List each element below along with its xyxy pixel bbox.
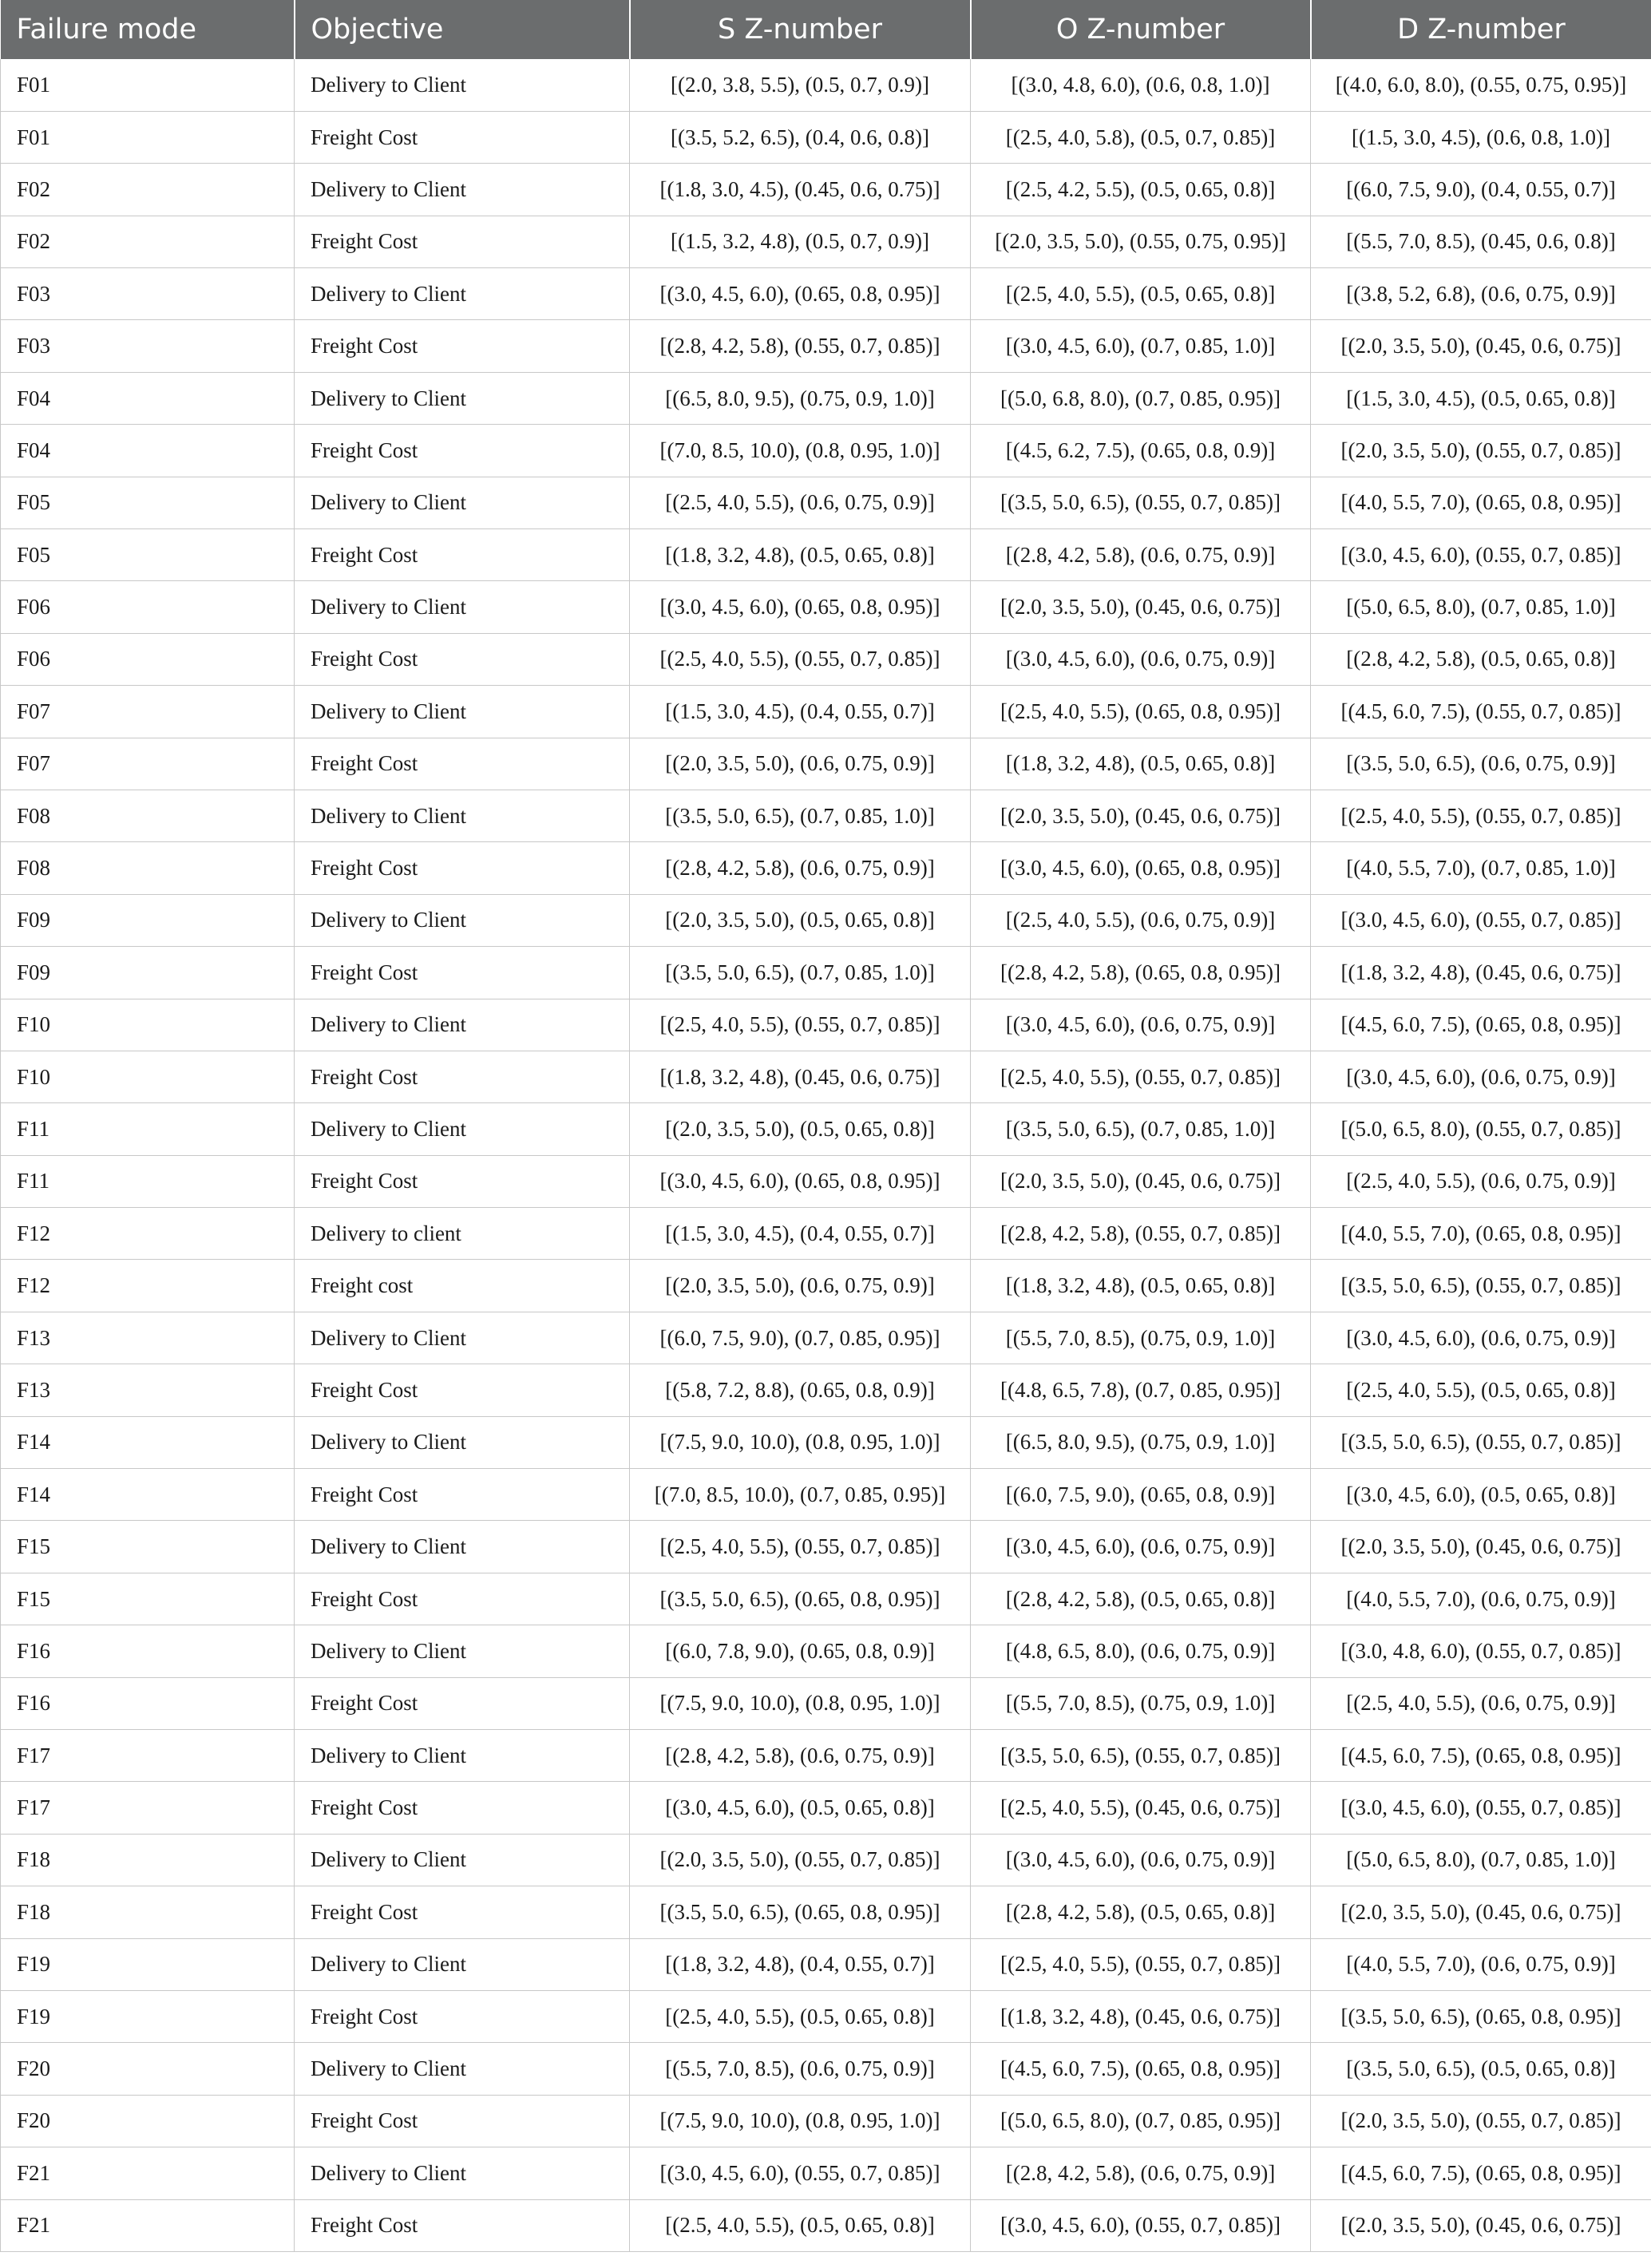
s-z-number-cell: [(2.5, 4.0, 5.5), (0.5, 0.65, 0.8)] — [630, 2199, 971, 2251]
table-row — [1, 1416, 1651, 1468]
table-row — [1, 1469, 1651, 1521]
failure-mode-cell: F18 — [1, 1886, 295, 1938]
failure-mode-cell: F12 — [1, 1260, 295, 1312]
objective-cell: Delivery to Client — [295, 790, 630, 841]
o-z-number-cell: [(4.5, 6.2, 7.5), (0.65, 0.8, 0.9)] — [971, 425, 1311, 477]
d-z-number-cell: [(4.0, 5.5, 7.0), (0.65, 0.8, 0.95)] — [1311, 1208, 1651, 1260]
s-z-number-cell: [(2.8, 4.2, 5.8), (0.6, 0.75, 0.9)] — [630, 842, 971, 894]
d-z-number-cell: [(4.0, 5.5, 7.0), (0.7, 0.85, 1.0)] — [1311, 842, 1651, 894]
failure-mode-cell: F06 — [1, 581, 295, 633]
table-row — [1, 1834, 1651, 1886]
failure-mode-cell: F02 — [1, 164, 295, 216]
s-z-number-cell: [(3.0, 4.5, 6.0), (0.65, 0.8, 0.95)] — [630, 1155, 971, 1207]
d-z-number-cell: [(4.5, 6.0, 7.5), (0.65, 0.8, 0.95)] — [1311, 1730, 1651, 1782]
o-z-number-cell: [(2.5, 4.2, 5.5), (0.5, 0.65, 0.8)] — [971, 164, 1311, 216]
failure-mode-cell: F19 — [1, 1938, 295, 1990]
d-z-number-cell: [(3.0, 4.5, 6.0), (0.55, 0.7, 0.85)] — [1311, 529, 1651, 581]
objective-cell: Freight Cost — [295, 2199, 630, 2251]
header-objective: Objective — [295, 0, 630, 59]
table-row — [1, 425, 1651, 477]
d-z-number-cell: [(3.0, 4.8, 6.0), (0.55, 0.7, 0.85)] — [1311, 1625, 1651, 1677]
table-row — [1, 268, 1651, 320]
o-z-number-cell: [(3.5, 5.0, 6.5), (0.7, 0.85, 1.0)] — [971, 1103, 1311, 1155]
table-row — [1, 1730, 1651, 1782]
o-z-number-cell: [(5.0, 6.5, 8.0), (0.7, 0.85, 0.95)] — [971, 2095, 1311, 2147]
s-z-number-cell: [(3.5, 5.0, 6.5), (0.7, 0.85, 1.0)] — [630, 947, 971, 999]
table-row — [1, 1364, 1651, 1416]
failure-mode-cell: F12 — [1, 1208, 295, 1260]
s-z-number-cell: [(2.0, 3.5, 5.0), (0.6, 0.75, 0.9)] — [630, 738, 971, 790]
d-z-number-cell: [(3.8, 5.2, 6.8), (0.6, 0.75, 0.9)] — [1311, 268, 1651, 320]
s-z-number-cell: [(2.5, 4.0, 5.5), (0.55, 0.7, 0.85)] — [630, 999, 971, 1051]
table-row — [1, 686, 1651, 738]
o-z-number-cell: [(2.5, 4.0, 5.5), (0.45, 0.6, 0.75)] — [971, 1782, 1311, 1834]
objective-cell: Freight Cost — [295, 216, 630, 267]
table-row — [1, 999, 1651, 1051]
s-z-number-cell: [(3.5, 5.0, 6.5), (0.65, 0.8, 0.95)] — [630, 1886, 971, 1938]
objective-cell: Delivery to Client — [295, 1730, 630, 1782]
objective-cell: Delivery to Client — [295, 2043, 630, 2095]
s-z-number-cell: [(1.8, 3.2, 4.8), (0.45, 0.6, 0.75)] — [630, 1051, 971, 1102]
failure-mode-cell: F10 — [1, 1051, 295, 1102]
s-z-number-cell: [(2.5, 4.0, 5.5), (0.5, 0.65, 0.8)] — [630, 1990, 971, 2042]
d-z-number-cell: [(2.8, 4.2, 5.8), (0.5, 0.65, 0.8)] — [1311, 633, 1651, 685]
o-z-number-cell: [(1.8, 3.2, 4.8), (0.5, 0.65, 0.8)] — [971, 738, 1311, 790]
o-z-number-cell: [(3.0, 4.5, 6.0), (0.6, 0.75, 0.9)] — [971, 999, 1311, 1051]
objective-cell: Freight Cost — [295, 1782, 630, 1834]
failure-mode-cell: F11 — [1, 1155, 295, 1207]
objective-cell: Freight Cost — [295, 1155, 630, 1207]
table-row — [1, 529, 1651, 581]
table-row — [1, 1938, 1651, 1990]
o-z-number-cell: [(3.0, 4.5, 6.0), (0.6, 0.75, 0.9)] — [971, 1521, 1311, 1573]
table-row — [1, 633, 1651, 685]
s-z-number-cell: [(1.8, 3.2, 4.8), (0.4, 0.55, 0.7)] — [630, 1938, 971, 1990]
o-z-number-cell: [(3.0, 4.5, 6.0), (0.6, 0.75, 0.9)] — [971, 1834, 1311, 1886]
table-row — [1, 1573, 1651, 1625]
table-row — [1, 1782, 1651, 1834]
failure-mode-cell: F17 — [1, 1730, 295, 1782]
d-z-number-cell: [(2.0, 3.5, 5.0), (0.45, 0.6, 0.75)] — [1311, 320, 1651, 372]
failure-mode-cell: F04 — [1, 425, 295, 477]
d-z-number-cell: [(2.5, 4.0, 5.5), (0.5, 0.65, 0.8)] — [1311, 1364, 1651, 1416]
o-z-number-cell: [(3.5, 5.0, 6.5), (0.55, 0.7, 0.85)] — [971, 1730, 1311, 1782]
objective-cell: Freight Cost — [295, 425, 630, 477]
d-z-number-cell: [(4.0, 5.5, 7.0), (0.6, 0.75, 0.9)] — [1311, 1573, 1651, 1625]
table-header — [1, 0, 1651, 59]
failure-mode-cell: F21 — [1, 2147, 295, 2199]
d-z-number-cell: [(5.5, 7.0, 8.5), (0.45, 0.6, 0.8)] — [1311, 216, 1651, 267]
objective-cell: Freight Cost — [295, 111, 630, 163]
s-z-number-cell: [(3.0, 4.5, 6.0), (0.55, 0.7, 0.85)] — [630, 2147, 971, 2199]
s-z-number-cell: [(5.8, 7.2, 8.8), (0.65, 0.8, 0.9)] — [630, 1364, 971, 1416]
failure-mode-cell: F05 — [1, 477, 295, 528]
s-z-number-cell: [(7.5, 9.0, 10.0), (0.8, 0.95, 1.0)] — [630, 1416, 971, 1468]
s-z-number-cell: [(3.5, 5.0, 6.5), (0.7, 0.85, 1.0)] — [630, 790, 971, 841]
s-z-number-cell: [(1.5, 3.0, 4.5), (0.4, 0.55, 0.7)] — [630, 686, 971, 738]
failure-mode-cell: F15 — [1, 1573, 295, 1625]
s-z-number-cell: [(2.5, 4.0, 5.5), (0.6, 0.75, 0.9)] — [630, 477, 971, 528]
s-z-number-cell: [(6.5, 8.0, 9.5), (0.75, 0.9, 1.0)] — [630, 372, 971, 424]
table-row — [1, 1208, 1651, 1260]
o-z-number-cell: [(2.0, 3.5, 5.0), (0.45, 0.6, 0.75)] — [971, 790, 1311, 841]
failure-mode-cell: F07 — [1, 686, 295, 738]
objective-cell: Delivery to Client — [295, 1938, 630, 1990]
table-row — [1, 947, 1651, 999]
d-z-number-cell: [(4.0, 6.0, 8.0), (0.55, 0.75, 0.95)] — [1311, 59, 1651, 111]
o-z-number-cell: [(3.0, 4.8, 6.0), (0.6, 0.8, 1.0)] — [971, 59, 1311, 111]
table-row — [1, 1625, 1651, 1677]
table-row — [1, 581, 1651, 633]
s-z-number-cell: [(7.0, 8.5, 10.0), (0.8, 0.95, 1.0)] — [630, 425, 971, 477]
o-z-number-cell: [(2.8, 4.2, 5.8), (0.65, 0.8, 0.95)] — [971, 947, 1311, 999]
failure-mode-cell: F09 — [1, 947, 295, 999]
o-z-number-cell: [(2.0, 3.5, 5.0), (0.55, 0.75, 0.95)] — [971, 216, 1311, 267]
objective-cell: Freight Cost — [295, 738, 630, 790]
o-z-number-cell: [(2.8, 4.2, 5.8), (0.6, 0.75, 0.9)] — [971, 2147, 1311, 2199]
d-z-number-cell: [(2.0, 3.5, 5.0), (0.55, 0.7, 0.85)] — [1311, 2095, 1651, 2147]
objective-cell: Freight Cost — [295, 947, 630, 999]
o-z-number-cell: [(3.5, 5.0, 6.5), (0.55, 0.7, 0.85)] — [971, 477, 1311, 528]
d-z-number-cell: [(3.5, 5.0, 6.5), (0.6, 0.75, 0.9)] — [1311, 738, 1651, 790]
failure-mode-cell: F08 — [1, 790, 295, 841]
objective-cell: Delivery to Client — [295, 1312, 630, 1364]
table-row — [1, 111, 1651, 163]
failure-mode-cell: F14 — [1, 1416, 295, 1468]
s-z-number-cell: [(2.0, 3.5, 5.0), (0.55, 0.7, 0.85)] — [630, 1834, 971, 1886]
failure-mode-cell: F19 — [1, 1990, 295, 2042]
header-row — [1, 0, 1651, 59]
table-row — [1, 216, 1651, 267]
table-row — [1, 320, 1651, 372]
o-z-number-cell: [(5.5, 7.0, 8.5), (0.75, 0.9, 1.0)] — [971, 1312, 1311, 1364]
o-z-number-cell: [(2.5, 4.0, 5.5), (0.55, 0.7, 0.85)] — [971, 1938, 1311, 1990]
d-z-number-cell: [(4.0, 5.5, 7.0), (0.6, 0.75, 0.9)] — [1311, 1938, 1651, 1990]
o-z-number-cell: [(3.0, 4.5, 6.0), (0.7, 0.85, 1.0)] — [971, 320, 1311, 372]
d-z-number-cell: [(2.5, 4.0, 5.5), (0.55, 0.7, 0.85)] — [1311, 790, 1651, 841]
s-z-number-cell: [(3.5, 5.2, 6.5), (0.4, 0.6, 0.8)] — [630, 111, 971, 163]
d-z-number-cell: [(5.0, 6.5, 8.0), (0.55, 0.7, 0.85)] — [1311, 1103, 1651, 1155]
s-z-number-cell: [(2.8, 4.2, 5.8), (0.6, 0.75, 0.9)] — [630, 1730, 971, 1782]
s-z-number-cell: [(3.0, 4.5, 6.0), (0.65, 0.8, 0.95)] — [630, 581, 971, 633]
table-row — [1, 790, 1651, 841]
o-z-number-cell: [(2.5, 4.0, 5.5), (0.55, 0.7, 0.85)] — [971, 1051, 1311, 1102]
table-row — [1, 2199, 1651, 2251]
table-row — [1, 477, 1651, 528]
failure-mode-cell: F13 — [1, 1312, 295, 1364]
o-z-number-cell: [(3.0, 4.5, 6.0), (0.65, 0.8, 0.95)] — [971, 842, 1311, 894]
failure-mode-cell: F04 — [1, 372, 295, 424]
s-z-number-cell: [(2.0, 3.5, 5.0), (0.6, 0.75, 0.9)] — [630, 1260, 971, 1312]
o-z-number-cell: [(2.5, 4.0, 5.5), (0.5, 0.65, 0.8)] — [971, 268, 1311, 320]
d-z-number-cell: [(1.5, 3.0, 4.5), (0.5, 0.65, 0.8)] — [1311, 372, 1651, 424]
o-z-number-cell: [(2.0, 3.5, 5.0), (0.45, 0.6, 0.75)] — [971, 581, 1311, 633]
table-row — [1, 1051, 1651, 1102]
failure-mode-cell: F08 — [1, 842, 295, 894]
failure-mode-cell: F15 — [1, 1521, 295, 1573]
table-row — [1, 1312, 1651, 1364]
objective-cell: Delivery to Client — [295, 477, 630, 528]
s-z-number-cell: [(1.5, 3.2, 4.8), (0.5, 0.7, 0.9)] — [630, 216, 971, 267]
table-row — [1, 2095, 1651, 2147]
o-z-number-cell: [(1.8, 3.2, 4.8), (0.5, 0.65, 0.8)] — [971, 1260, 1311, 1312]
table-row — [1, 1155, 1651, 1207]
o-z-number-cell: [(2.0, 3.5, 5.0), (0.45, 0.6, 0.75)] — [971, 1155, 1311, 1207]
o-z-number-cell: [(1.8, 3.2, 4.8), (0.45, 0.6, 0.75)] — [971, 1990, 1311, 2042]
objective-cell: Delivery to Client — [295, 372, 630, 424]
d-z-number-cell: [(3.0, 4.5, 6.0), (0.6, 0.75, 0.9)] — [1311, 1051, 1651, 1102]
s-z-number-cell: [(2.5, 4.0, 5.5), (0.55, 0.7, 0.85)] — [630, 633, 971, 685]
d-z-number-cell: [(2.5, 4.0, 5.5), (0.6, 0.75, 0.9)] — [1311, 1677, 1651, 1729]
objective-cell: Delivery to client — [295, 1208, 630, 1260]
o-z-number-cell: [(2.8, 4.2, 5.8), (0.55, 0.7, 0.85)] — [971, 1208, 1311, 1260]
objective-cell: Freight Cost — [295, 320, 630, 372]
s-z-number-cell: [(3.0, 4.5, 6.0), (0.5, 0.65, 0.8)] — [630, 1782, 971, 1834]
d-z-number-cell: [(5.0, 6.5, 8.0), (0.7, 0.85, 1.0)] — [1311, 581, 1651, 633]
d-z-number-cell: [(3.0, 4.5, 6.0), (0.6, 0.75, 0.9)] — [1311, 1312, 1651, 1364]
failure-mode-cell: F10 — [1, 999, 295, 1051]
o-z-number-cell: [(3.0, 4.5, 6.0), (0.55, 0.7, 0.85)] — [971, 2199, 1311, 2251]
d-z-number-cell: [(2.0, 3.5, 5.0), (0.45, 0.6, 0.75)] — [1311, 1521, 1651, 1573]
s-z-number-cell: [(3.0, 4.5, 6.0), (0.65, 0.8, 0.95)] — [630, 268, 971, 320]
table-row — [1, 2043, 1651, 2095]
d-z-number-cell: [(3.0, 4.5, 6.0), (0.55, 0.7, 0.85)] — [1311, 1782, 1651, 1834]
s-z-number-cell: [(6.0, 7.5, 9.0), (0.7, 0.85, 0.95)] — [630, 1312, 971, 1364]
o-z-number-cell: [(4.8, 6.5, 8.0), (0.6, 0.75, 0.9)] — [971, 1625, 1311, 1677]
o-z-number-cell: [(2.8, 4.2, 5.8), (0.5, 0.65, 0.8)] — [971, 1886, 1311, 1938]
d-z-number-cell: [(2.5, 4.0, 5.5), (0.6, 0.75, 0.9)] — [1311, 1155, 1651, 1207]
objective-cell: Delivery to Client — [295, 1521, 630, 1573]
failure-mode-cell: F03 — [1, 320, 295, 372]
header-s-z-number: S Z-number — [630, 0, 971, 59]
s-z-number-cell: [(7.5, 9.0, 10.0), (0.8, 0.95, 1.0)] — [630, 2095, 971, 2147]
table-row — [1, 2147, 1651, 2199]
o-z-number-cell: [(4.8, 6.5, 7.8), (0.7, 0.85, 0.95)] — [971, 1364, 1311, 1416]
failure-mode-cell: F02 — [1, 216, 295, 267]
objective-cell: Freight Cost — [295, 1990, 630, 2042]
s-z-number-cell: [(2.0, 3.5, 5.0), (0.5, 0.65, 0.8)] — [630, 1103, 971, 1155]
d-z-number-cell: [(4.5, 6.0, 7.5), (0.65, 0.8, 0.95)] — [1311, 999, 1651, 1051]
objective-cell: Freight Cost — [295, 1469, 630, 1521]
failure-mode-cell: F11 — [1, 1103, 295, 1155]
objective-cell: Freight Cost — [295, 842, 630, 894]
o-z-number-cell: [(2.8, 4.2, 5.8), (0.5, 0.65, 0.8)] — [971, 1573, 1311, 1625]
d-z-number-cell: [(3.5, 5.0, 6.5), (0.5, 0.65, 0.8)] — [1311, 2043, 1651, 2095]
objective-cell: Delivery to Client — [295, 2147, 630, 2199]
failure-mode-cell: F03 — [1, 268, 295, 320]
objective-cell: Freight Cost — [295, 1886, 630, 1938]
d-z-number-cell: [(4.5, 6.0, 7.5), (0.55, 0.7, 0.85)] — [1311, 686, 1651, 738]
failure-mode-cell: F20 — [1, 2043, 295, 2095]
o-z-number-cell: [(2.5, 4.0, 5.5), (0.65, 0.8, 0.95)] — [971, 686, 1311, 738]
table-row — [1, 164, 1651, 216]
objective-cell: Delivery to Client — [295, 999, 630, 1051]
failure-mode-cell: F20 — [1, 2095, 295, 2147]
objective-cell: Freight Cost — [295, 1364, 630, 1416]
objective-cell: Freight Cost — [295, 1677, 630, 1729]
objective-cell: Delivery to Client — [295, 1416, 630, 1468]
s-z-number-cell: [(1.8, 3.2, 4.8), (0.5, 0.65, 0.8)] — [630, 529, 971, 581]
o-z-number-cell: [(5.5, 7.0, 8.5), (0.75, 0.9, 1.0)] — [971, 1677, 1311, 1729]
s-z-number-cell: [(1.5, 3.0, 4.5), (0.4, 0.55, 0.7)] — [630, 1208, 971, 1260]
d-z-number-cell: [(3.0, 4.5, 6.0), (0.55, 0.7, 0.85)] — [1311, 894, 1651, 946]
objective-cell: Delivery to Client — [295, 1625, 630, 1677]
table-row — [1, 894, 1651, 946]
objective-cell: Delivery to Client — [295, 894, 630, 946]
table-row — [1, 1103, 1651, 1155]
failure-mode-cell: F16 — [1, 1625, 295, 1677]
objective-cell: Delivery to Client — [295, 1834, 630, 1886]
s-z-number-cell: [(2.5, 4.0, 5.5), (0.55, 0.7, 0.85)] — [630, 1521, 971, 1573]
s-z-number-cell: [(3.5, 5.0, 6.5), (0.65, 0.8, 0.95)] — [630, 1573, 971, 1625]
failure-mode-cell: F06 — [1, 633, 295, 685]
table-body — [1, 59, 1651, 2251]
table-row — [1, 1677, 1651, 1729]
failure-mode-cell: F16 — [1, 1677, 295, 1729]
table-row — [1, 842, 1651, 894]
d-z-number-cell: [(2.0, 3.5, 5.0), (0.45, 0.6, 0.75)] — [1311, 1886, 1651, 1938]
o-z-number-cell: [(2.5, 4.0, 5.8), (0.5, 0.7, 0.85)] — [971, 111, 1311, 163]
header-o-z-number: O Z-number — [971, 0, 1311, 59]
failure-mode-cell: F01 — [1, 59, 295, 111]
s-z-number-cell: [(7.0, 8.5, 10.0), (0.7, 0.85, 0.95)] — [630, 1469, 971, 1521]
objective-cell: Freight Cost — [295, 1051, 630, 1102]
d-z-number-cell: [(6.0, 7.5, 9.0), (0.4, 0.55, 0.7)] — [1311, 164, 1651, 216]
objective-cell: Delivery to Client — [295, 581, 630, 633]
o-z-number-cell: [(2.5, 4.0, 5.5), (0.6, 0.75, 0.9)] — [971, 894, 1311, 946]
d-z-number-cell: [(3.0, 4.5, 6.0), (0.5, 0.65, 0.8)] — [1311, 1469, 1651, 1521]
failure-mode-cell: F09 — [1, 894, 295, 946]
d-z-number-cell: [(3.5, 5.0, 6.5), (0.55, 0.7, 0.85)] — [1311, 1260, 1651, 1312]
d-z-number-cell: [(4.0, 5.5, 7.0), (0.65, 0.8, 0.95)] — [1311, 477, 1651, 528]
table-row — [1, 1886, 1651, 1938]
d-z-number-cell: [(4.5, 6.0, 7.5), (0.65, 0.8, 0.95)] — [1311, 2147, 1651, 2199]
d-z-number-cell: [(3.5, 5.0, 6.5), (0.65, 0.8, 0.95)] — [1311, 1990, 1651, 2042]
header-d-z-number: D Z-number — [1311, 0, 1651, 59]
s-z-number-cell: [(2.0, 3.8, 5.5), (0.5, 0.7, 0.9)] — [630, 59, 971, 111]
s-z-number-cell: [(2.0, 3.5, 5.0), (0.5, 0.65, 0.8)] — [630, 894, 971, 946]
objective-cell: Delivery to Client — [295, 164, 630, 216]
table-row — [1, 372, 1651, 424]
failure-mode-cell: F18 — [1, 1834, 295, 1886]
objective-cell: Freight Cost — [295, 529, 630, 581]
d-z-number-cell: [(2.0, 3.5, 5.0), (0.55, 0.7, 0.85)] — [1311, 425, 1651, 477]
failure-mode-cell: F07 — [1, 738, 295, 790]
s-z-number-cell: [(5.5, 7.0, 8.5), (0.6, 0.75, 0.9)] — [630, 2043, 971, 2095]
s-z-number-cell: [(1.8, 3.0, 4.5), (0.45, 0.6, 0.75)] — [630, 164, 971, 216]
table-row — [1, 1521, 1651, 1573]
s-z-number-cell: [(7.5, 9.0, 10.0), (0.8, 0.95, 1.0)] — [630, 1677, 971, 1729]
objective-cell: Delivery to Client — [295, 268, 630, 320]
objective-cell: Delivery to Client — [295, 1103, 630, 1155]
objective-cell: Freight Cost — [295, 1573, 630, 1625]
table-row — [1, 1990, 1651, 2042]
objective-cell: Freight cost — [295, 1260, 630, 1312]
d-z-number-cell: [(1.5, 3.0, 4.5), (0.6, 0.8, 1.0)] — [1311, 111, 1651, 163]
o-z-number-cell: [(3.0, 4.5, 6.0), (0.6, 0.75, 0.9)] — [971, 633, 1311, 685]
table-row — [1, 738, 1651, 790]
d-z-number-cell: [(5.0, 6.5, 8.0), (0.7, 0.85, 1.0)] — [1311, 1834, 1651, 1886]
objective-cell: Delivery to Client — [295, 59, 630, 111]
d-z-number-cell: [(2.0, 3.5, 5.0), (0.45, 0.6, 0.75)] — [1311, 2199, 1651, 2251]
objective-cell: Freight Cost — [295, 2095, 630, 2147]
failure-mode-cell: F13 — [1, 1364, 295, 1416]
s-z-number-cell: [(2.8, 4.2, 5.8), (0.55, 0.7, 0.85)] — [630, 320, 971, 372]
o-z-number-cell: [(4.5, 6.0, 7.5), (0.65, 0.8, 0.95)] — [971, 2043, 1311, 2095]
d-z-number-cell: [(3.5, 5.0, 6.5), (0.55, 0.7, 0.85)] — [1311, 1416, 1651, 1468]
objective-cell: Delivery to Client — [295, 686, 630, 738]
o-z-number-cell: [(5.0, 6.8, 8.0), (0.7, 0.85, 0.95)] — [971, 372, 1311, 424]
failure-mode-cell: F05 — [1, 529, 295, 581]
failure-mode-cell: F14 — [1, 1469, 295, 1521]
table-row — [1, 1260, 1651, 1312]
header-failure-mode: Failure mode — [1, 0, 295, 59]
o-z-number-cell: [(6.5, 8.0, 9.5), (0.75, 0.9, 1.0)] — [971, 1416, 1311, 1468]
o-z-number-cell: [(2.8, 4.2, 5.8), (0.6, 0.75, 0.9)] — [971, 529, 1311, 581]
failure-mode-cell: F21 — [1, 2199, 295, 2251]
s-z-number-cell: [(6.0, 7.8, 9.0), (0.65, 0.8, 0.9)] — [630, 1625, 971, 1677]
failure-mode-cell: F17 — [1, 1782, 295, 1834]
d-z-number-cell: [(1.8, 3.2, 4.8), (0.45, 0.6, 0.75)] — [1311, 947, 1651, 999]
objective-cell: Freight Cost — [295, 633, 630, 685]
o-z-number-cell: [(6.0, 7.5, 9.0), (0.65, 0.8, 0.9)] — [971, 1469, 1311, 1521]
failure-mode-cell: F01 — [1, 111, 295, 163]
table-row — [1, 59, 1651, 111]
